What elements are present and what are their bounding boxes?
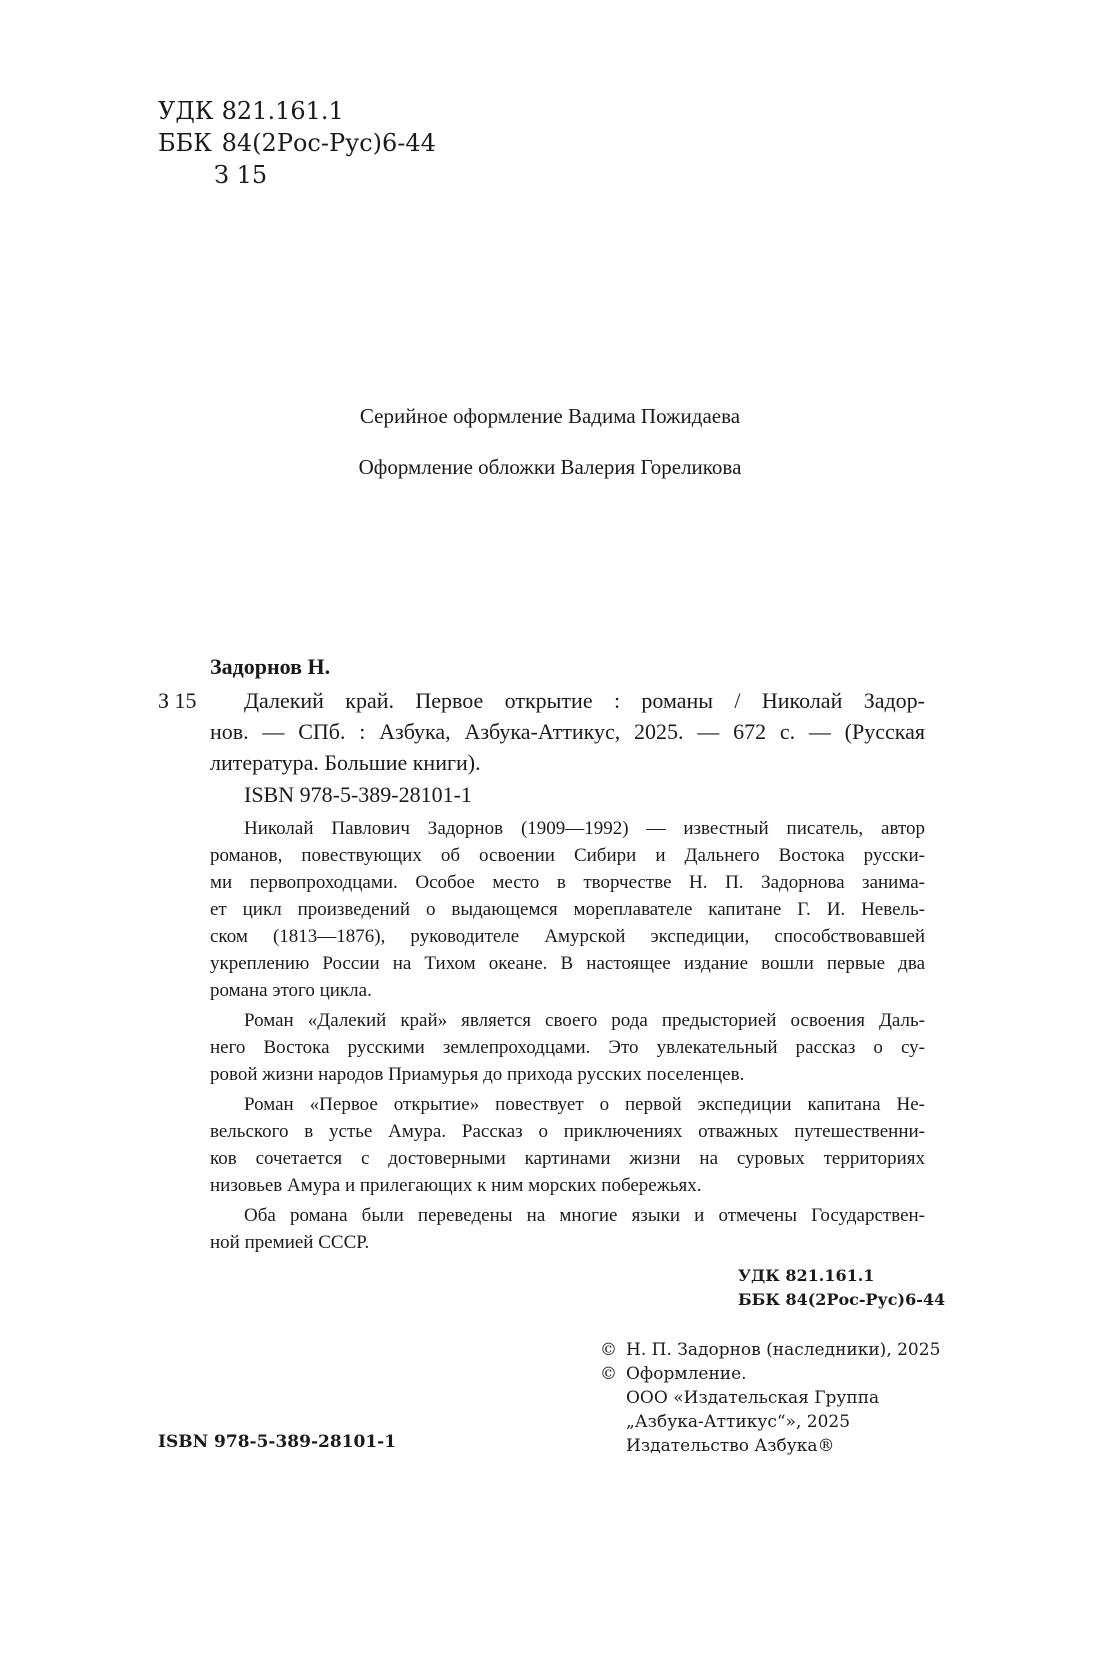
- bottom-isbn: ISBN 978-5-389-28101-1: [158, 1432, 397, 1452]
- annotation-line: ков сочетается с достоверными картинами жизни на суровых территориях: [210, 1148, 925, 1169]
- annotation-line: Роман «Первое открытие» повествует о первой экспедиции капитана Не-: [244, 1094, 925, 1115]
- copyright-publisher-1: ООО «Издательская Группа: [626, 1388, 880, 1408]
- isbn-record: ISBN 978-5-389-28101-1: [244, 782, 472, 807]
- copyright-icon: ©: [600, 1364, 617, 1384]
- description-line-2: нов. — СПб. : Азбука, Азбука-Аттикус, 2025. — 672 с. — (Русская: [210, 719, 925, 744]
- annotation-line: ском (1813—1876), руководителе Амурской экспедиции, способствовавшей: [210, 926, 925, 947]
- annotation-line: ми первопроходцами. Особое место в творчестве Н. П. Задорнова занима-: [210, 872, 925, 893]
- author-heading: Задорнов Н.: [210, 654, 331, 679]
- copyright-author: [600, 1340, 940, 1360]
- author-mark-top: З 15: [214, 161, 268, 189]
- annotation-line: Роман «Далекий край» является своего рода предысторией освоения Даль-: [244, 1010, 925, 1031]
- description-line-3: литература. Большие книги).: [210, 750, 481, 775]
- annotation-line: Николай Павлович Задорнов (1909—1992) — известный писатель, автор: [244, 818, 925, 839]
- annotation-line: романа этого цикла.: [210, 980, 372, 1001]
- annotation-line: ет цикл произведений о выдающемся мореплавателе капитане Г. И. Невель-: [210, 899, 925, 920]
- bbk-line: [158, 128, 436, 158]
- udk-label: УДК: [158, 97, 214, 125]
- bbk-value: 84(2Рос-Рус)6-44: [221, 129, 436, 157]
- annotation-line: ровой жизни народов Приамурья до прихода русских поселенцев.: [210, 1064, 745, 1085]
- copyright-icon: ©: [600, 1340, 617, 1360]
- copyright-author-text: Н. П. Задорнов (наследники), 2025: [626, 1340, 941, 1360]
- annotation-line: него Востока русскими землепроходцами. Это увлекательный рассказ о су-: [210, 1037, 925, 1058]
- cover-design-credit: Оформление обложки Валерия Гореликова: [358, 455, 742, 479]
- copyright-publisher-3: Издательство Азбука®: [626, 1436, 835, 1456]
- description-line-1: Далекий край. Первое открытие : романы / Николай Задор-: [244, 688, 925, 713]
- annotation-line: низовьев Амура и прилегающих к ним морских побережьях.: [210, 1175, 702, 1196]
- annotation-line: вельского в устье Амура. Рассказ о приключениях отважных путешественни-: [210, 1121, 925, 1142]
- annotation-line: Оба романа были переведены на многие языки и отмечены Государствен-: [244, 1205, 925, 1226]
- udk-line: [158, 96, 344, 126]
- copyright-publisher-2: „Азбука-Аттикус“», 2025: [626, 1412, 851, 1432]
- annotation-line: ной премией СССР.: [210, 1232, 370, 1253]
- footer-bbk: ББК 84(2Рос-Рус)6-44: [738, 1290, 946, 1309]
- author-mark: З 15: [158, 688, 197, 713]
- series-design-credit: Серийное оформление Вадима Пожидаева: [359, 404, 741, 428]
- footer-udk: УДК 821.161.1: [738, 1266, 875, 1285]
- copyright-design: [600, 1364, 747, 1384]
- annotation-line: романов, повествующих об освоении Сибири и Дальнего Востока русски-: [210, 845, 925, 866]
- annotation-line: укреплению России на Тихом океане. В настоящее издание вошли первые два: [210, 953, 925, 974]
- bbk-label: ББК: [158, 129, 212, 157]
- copyright-design-text: Оформление.: [626, 1364, 747, 1384]
- udk-value: 821.161.1: [221, 97, 344, 125]
